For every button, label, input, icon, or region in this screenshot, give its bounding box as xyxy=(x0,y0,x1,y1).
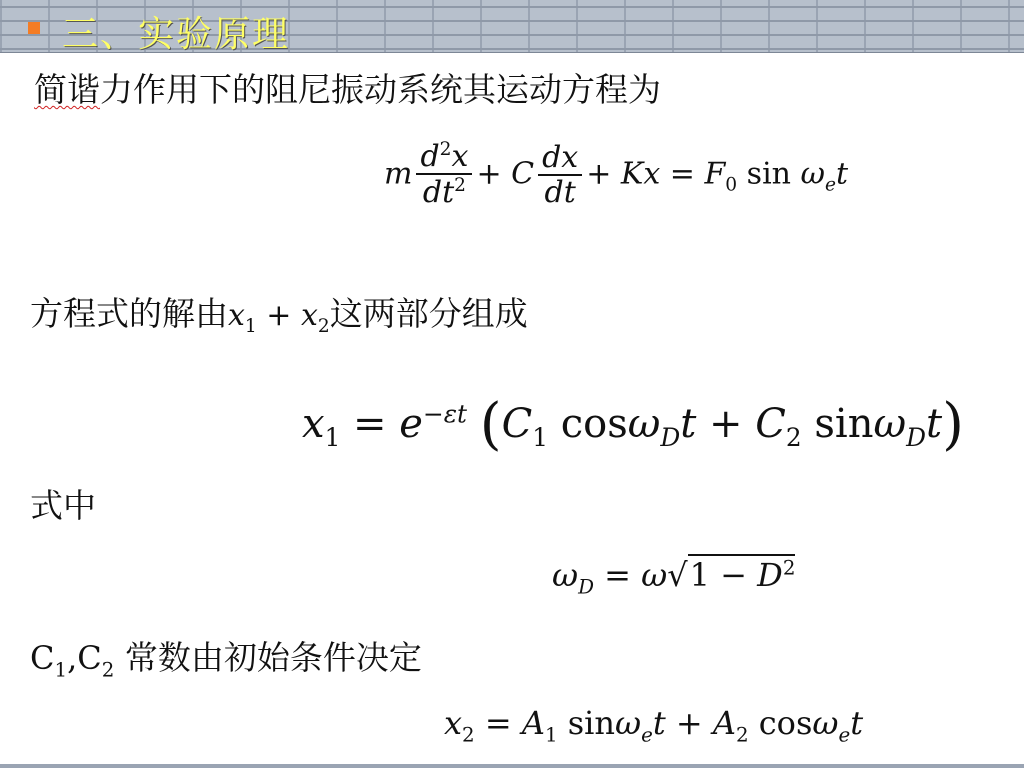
solution-suffix-text: 这两部分组成 xyxy=(329,294,528,333)
solution-prefix-text: 方程式的解由 xyxy=(30,294,228,333)
solution-text xyxy=(30,288,528,337)
c-separator: ,C xyxy=(67,639,102,677)
where-text: 式中 xyxy=(30,486,96,525)
intro-text xyxy=(34,64,661,111)
footer-divider xyxy=(0,764,1024,768)
intro-underlined-text: 简谐 xyxy=(34,70,100,109)
x1-plus-x2: $x_1 + x_2$ xyxy=(228,298,330,337)
constants-text xyxy=(30,632,422,681)
header-bar xyxy=(0,0,1024,53)
c-letter: C xyxy=(30,639,55,677)
intro-rest-text: 力作用下的阻尼振动系统其运动方程为 xyxy=(100,70,661,109)
constants-suffix-text: 常数由初始条件决定 xyxy=(124,638,422,677)
slide-title: 三、实验原理 xyxy=(62,14,291,55)
equation-of-motion: m $\frac{d^2x}{dt^2}$ + C $\frac{dx}{dt}$ + $Kx = F_0$ $\sin \omega_et$ xyxy=(384,139,849,210)
square-bullet-icon xyxy=(28,22,40,34)
equation-omega-d: $\omega_D = \omega√1 - D^2$ xyxy=(552,556,796,599)
equation-x2: $x_2 = A_1$ $\sin\omega_et + A_2$ cosω$_e$t xyxy=(444,704,864,747)
equation-x1: $x_1 = e^{-\varepsilon t}$ ($C_1$ $\cos\omega_Dt + C_2$ sinω$_D$t) xyxy=(302,392,964,457)
constants-symbols: $C_1,C_2$ xyxy=(30,639,115,682)
